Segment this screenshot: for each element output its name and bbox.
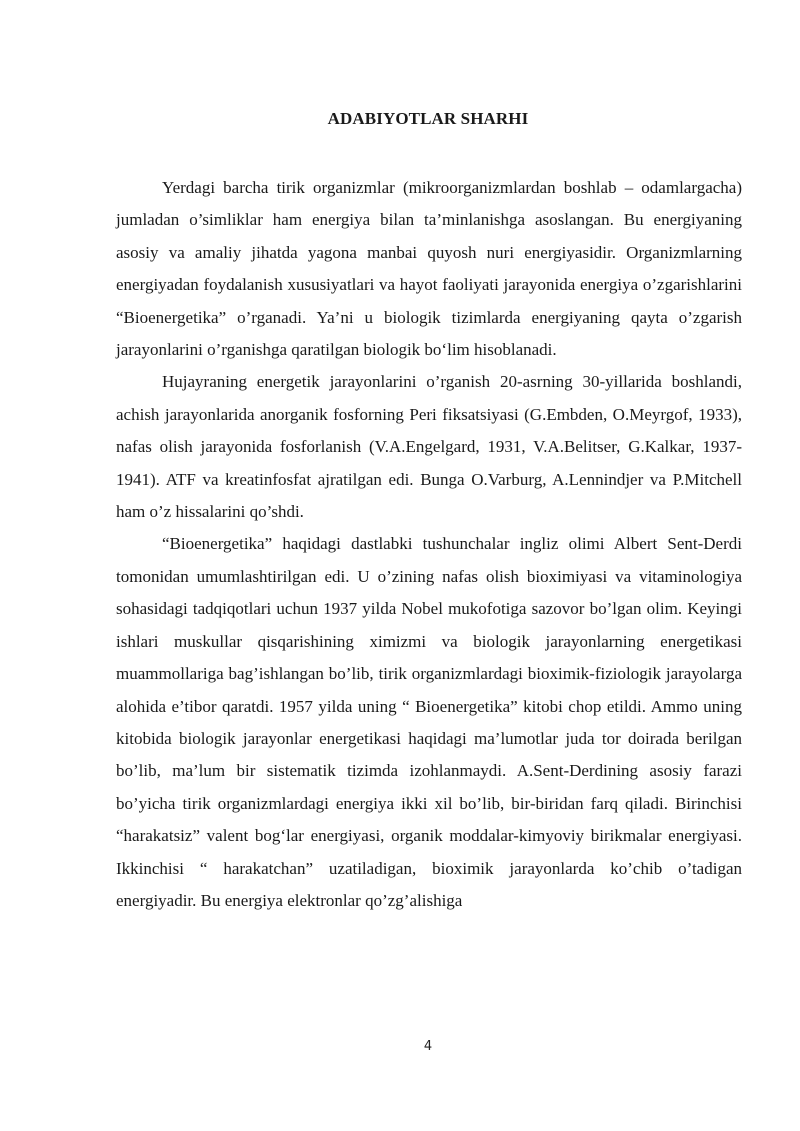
- page-number: 4: [423, 1039, 433, 1054]
- section-title: ADABIYOTLAR SHARHI: [327, 109, 529, 128]
- paragraph-1: Yerdagi barcha tirik organizmlar (mikroorganizmlardan boshlab – odamlargacha) jumladan o’simliklar ham energiya bilan ta’minlanishga asoslangan. Bu energiyaning asosiy va amaliy jihatda yagona manbai quyosh nuri energiyasidir. Organizmlarning energiyadan foydalanish xususiyatlari va hayot faoliyati jarayonida energiya o’zgarishlarini “Bioenergetika” o’rganadi. Ya’ni u biologik tizimlarda energiyaning qayta o’zgarish jarayonlarini o’rganishga qaratilgan biologik bo‘lim hisoblanadi.: [116, 178, 742, 360]
- body-text: [116, 172, 742, 917]
- paragraph-3: “Bioenergetika” haqidagi dastlabki tushunchalar ingliz olimi Albert Sent-Derdi tomonidan umumlashtirilgan edi. U o’zining nafas olish bioximiyasi va vitaminologiya sohasidagi tadqiqotlari uchun 1937 yilda Nobel mukofotiga sazovor bo’lgan olim. Keyingi ishlari muskullar qisqarishining ximizmi va biologik jarayonlarning energetikasi muammollariga bag’ishlangan bo’lib, tirik organizmlardagi bioximik-fiziologik jarayolarga alohida e’tibor qaratdi. 1957 yilda uning “ Bioenergetika” kitobi chop etildi. Ammo uning kitobida biologik jarayonlar energetikasi haqidagi ma’lumotlar juda tor doirada berilgan bo’lib, ma’lum bir sistematik tizimda izohlanmaydi. A.Sent-Derdining asosiy farazi bo’yicha tirik organizmlardagi energiya ikki xil bo’lib, bir-biridan farq qiladi. Birinchisi “harakatsiz” valent bog‘lar energiyasi, organik moddalar-kimyoviy birikmalar energiyasi. Ikkinchisi “ harakatchan” uzatiladigan, bioximik jarayonlarda ko’chib o’tadigan energiyadir. Bu energiya elektronlar qo’zg’alishiga: [116, 534, 742, 910]
- paragraph-2: Hujayraning energetik jarayonlarini o’rganish 20-asrning 30-yillarida boshlandi, achish jarayonlarida anorganik fosforning Peri fiksatsiyasi (G.Embden, O.Meyrgof, 1933), nafas olish jarayonida fosforlanish (V.A.Engelgard, 1931, V.A.Belitser, G.Kalkar, 1937-1941). ATF va kreatinfosfat ajratilgan edi. Bunga O.Varburg, A.Lennindjer va P.Mitchell ham o’z hissalarini qo’shdi.: [116, 372, 742, 522]
